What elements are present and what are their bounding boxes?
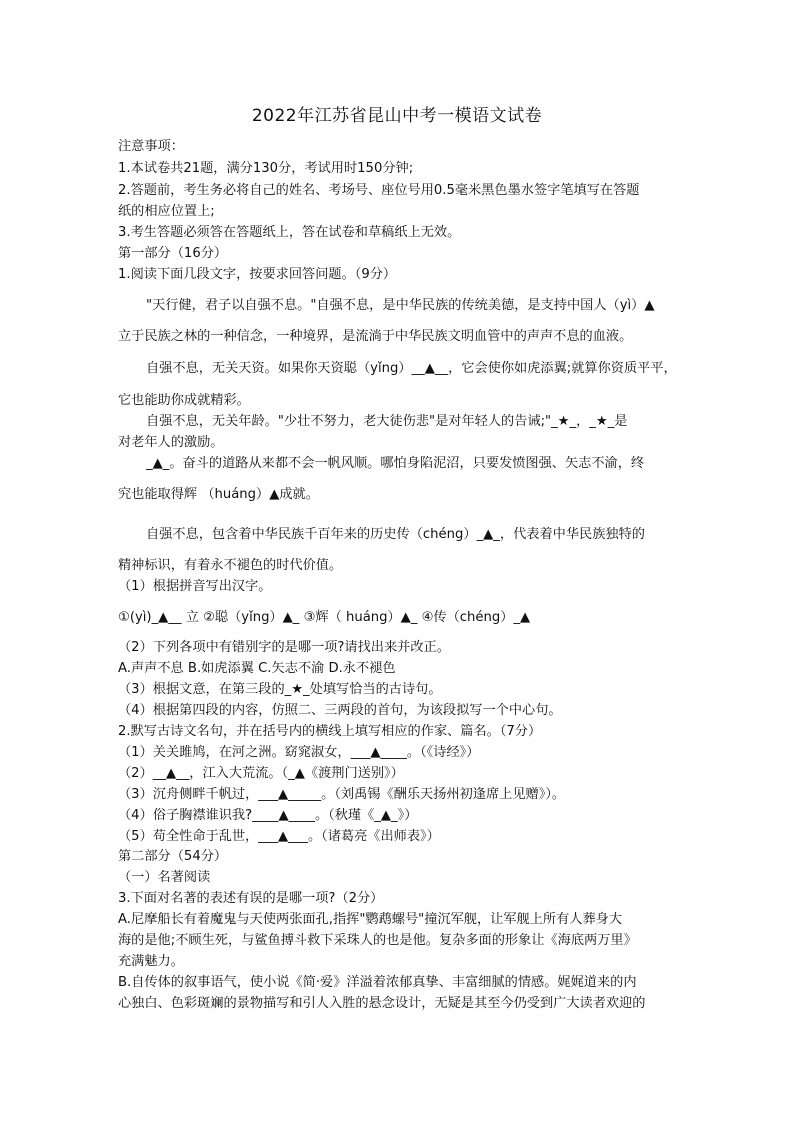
option-a-line-1: A.尼摩船长有着魔鬼与天使两张面孔,指挥"鹦鹉螺号"撞沉军舰，让军舰上所有人葬身大	[118, 912, 623, 927]
question-1-stem: 1.阅读下面几段文字，按要求回答问题。（9分）	[118, 267, 397, 282]
passage-para-2: 自强不息，无关天资。如果你天资聪（yǐng）__▲__，它会使你如虎添翼;就算你资质平平，	[146, 361, 677, 376]
sub-question-1-blanks: ①(yì)_▲__ 立 ②聪（yǐng）▲_ ③辉（ huáng）▲_ ④传（chéng）_▲	[118, 610, 531, 625]
sub-question-4: （4）根据第四段的内容，仿照二、三两段的首句，为该段拟写一个中心句。	[118, 703, 562, 718]
section-classics-heading: （一）名著阅读	[118, 870, 211, 885]
option-b-line-1: B.自传体的叙事语气，使小说《简·爱》洋溢着浓郁真挚、丰富细腻的情感。娓娓道来的内	[118, 975, 637, 990]
recite-item-3: （3）沉舟侧畔千帆过，___▲_____。（刘禹锡《酬乐天扬州初逢席上见赠》）。	[118, 787, 566, 802]
recite-item-1: （1）关关雎鸠，在河之洲。窈窕淑女，___▲____。（《诗经》）	[118, 745, 480, 760]
passage-para-1-cont: 立于民族之林的一种信念，一种境界，是流淌于中华民族文明血管中的声声不息的血液。	[118, 329, 633, 344]
notice-line-1: 1.本试卷共21题，满分130分，考试用时150分钟;	[118, 161, 414, 176]
sub-question-2-options: A.声声不息 B.如虎添翼 C.矢志不渝 D.永不褪色	[118, 661, 396, 676]
passage-para-1: "天行健，君子以自强不息。"自强不息，是中华民族的传统美德，是支持中国人（yì）▲	[146, 298, 655, 313]
passage-para-4-cont: 究也能取得辉 （huáng）▲成就。	[118, 487, 319, 502]
exam-title: 2022年江苏省昆山中考一模语文试卷	[251, 106, 543, 126]
notice-heading: 注意事项：	[118, 139, 184, 154]
passage-para-5-cont: 精神标识，有着永不褪色的时代价值。	[118, 558, 343, 573]
option-a-line-2: 海的是他;不顾生死，与鲨鱼搏斗救下采珠人的也是他。复杂多面的形象让《海底两万里》	[118, 933, 637, 948]
option-b-line-2: 心独白、色彩斑斓的景物描写和引人入胜的悬念设计，无疑是其至今仍受到广大读者欢迎的	[118, 996, 646, 1011]
recite-item-2: （2）__▲__，江入大荒流。（_▲《渡荆门送别》）	[118, 766, 404, 781]
passage-para-3-cont: 对老年人的激励。	[118, 435, 224, 450]
sub-question-3: （3）根据文意，在第三段的_★_处填写恰当的古诗句。	[118, 682, 442, 697]
passage-para-3: 自强不息，无关年龄。"少壮不努力，老大徒伤悲"是对年轻人的告诫;"_★_，_★_是	[146, 414, 628, 429]
passage-para-5: 自强不息，包含着中华民族千百年来的历史传（chéng）_▲_，代表着中华民族独特的	[146, 527, 645, 542]
question-3-stem: 3.下面对名著的表述有误的是哪一项?（2分）	[118, 891, 384, 906]
sub-question-2: （2）下列各项中有错别字的是哪一项?请找出来并改正。	[118, 640, 450, 655]
recite-item-4: （4）俗子胸襟谁识我?____▲____。（秋瑾《_▲_》）	[118, 808, 418, 823]
part-one-heading: 第一部分（16分）	[118, 246, 228, 261]
question-2-stem: 2.默写古诗文名句，并在括号内的横线上填写相应的作家、篇名。（7分）	[118, 724, 542, 739]
sub-question-1: （1）根据拼音写出汉字。	[118, 579, 272, 594]
passage-para-2-cont: 它也能助你成就精彩。	[118, 393, 250, 408]
notice-line-2-cont: 纸的相应位置上;	[118, 204, 215, 219]
notice-line-3: 3.考生答题必须答在答题纸上，答在试卷和草稿纸上无效。	[118, 225, 461, 240]
recite-item-5: （5）苟全性命于乱世，___▲___。（诸葛亮《出师表》）	[118, 829, 440, 844]
passage-para-4: _▲_。奋斗的道路从来都不会一帆风顺。哪怕身陷泥沼，只要发愤图强、矢志不渝，终	[146, 456, 645, 471]
part-two-heading: 第二部分（54分）	[118, 849, 228, 864]
option-a-line-3: 充满魅力。	[118, 954, 184, 969]
notice-line-2: 2.答题前，考生务必将自己的姓名、考场号、座位号用0.5毫米黑色墨水签字笔填写在答题	[118, 183, 640, 198]
